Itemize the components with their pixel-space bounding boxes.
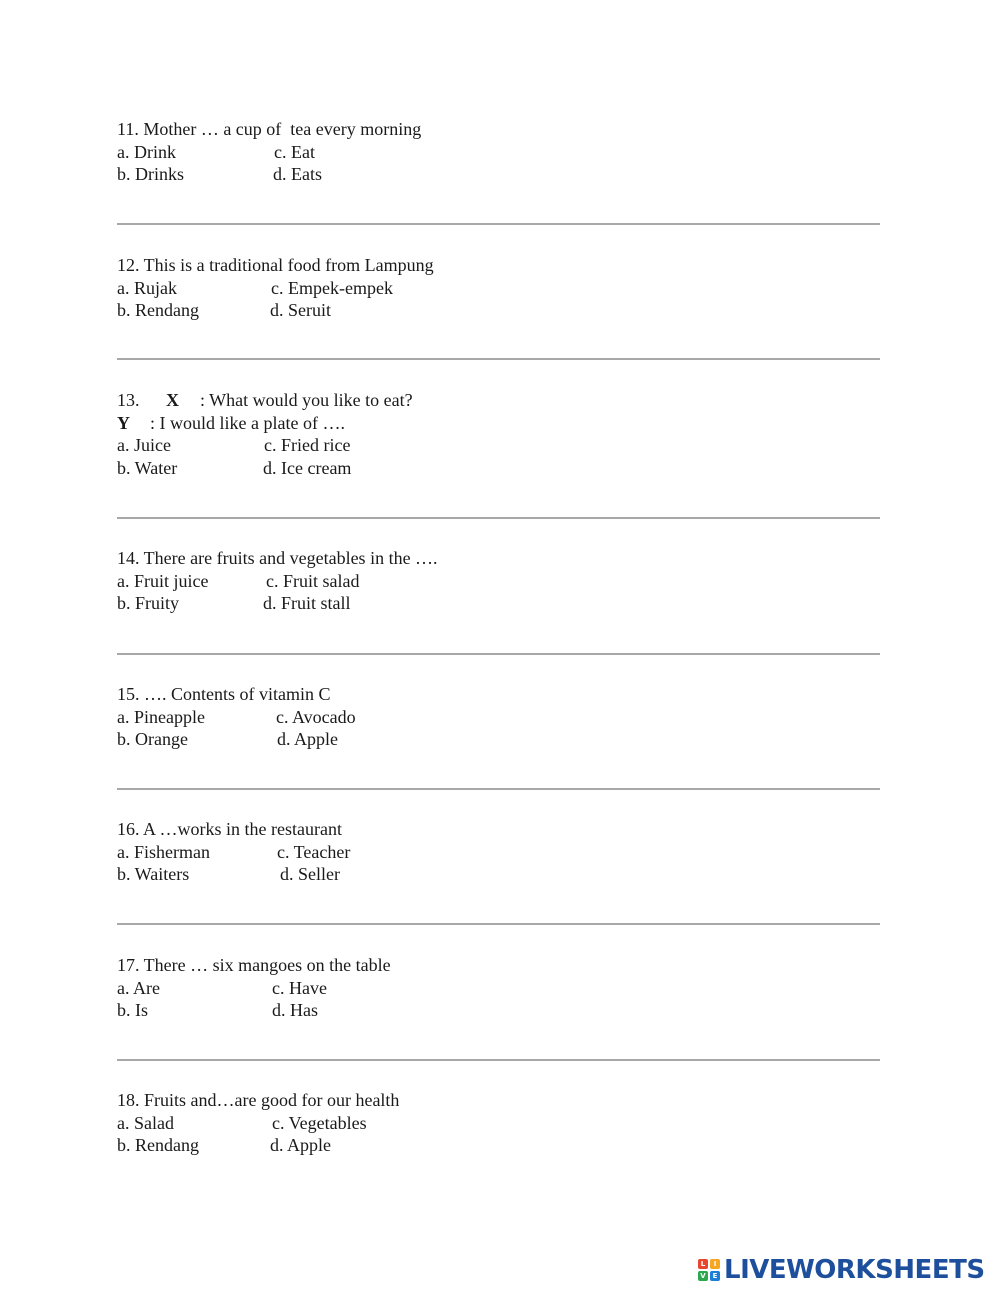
option-a: a. Drink <box>117 141 176 162</box>
option-d: d. Seller <box>280 864 340 885</box>
question-stem: 14. There are fruits and vegetables in the …. <box>117 548 438 568</box>
logo-text: LIVEWORKSHEETS <box>724 1255 985 1285</box>
option-c: c. Teacher <box>277 841 351 862</box>
divider <box>117 653 880 655</box>
option-a: a. Fisherman <box>117 841 210 862</box>
option-c: c. Vegetables <box>272 1112 367 1133</box>
question-stem: 15. …. Contents of vitamin C <box>117 684 331 704</box>
option-d: d. Has <box>272 1000 318 1021</box>
option-d: d. Eats <box>273 164 322 185</box>
dialogue-y: : I would like a plate of …. <box>150 412 345 433</box>
question-17 <box>117 954 887 1022</box>
question-stem: 16. A …works in the restaurant <box>117 819 342 839</box>
option-b: b. Water <box>117 458 178 479</box>
option-b: b. Rendang <box>117 300 199 321</box>
logo-block: I <box>710 1259 720 1269</box>
question-12 <box>117 254 887 322</box>
logo-mark <box>698 1259 720 1281</box>
divider <box>117 1059 880 1061</box>
question-18 <box>117 1089 887 1157</box>
option-c: c. Have <box>272 977 327 998</box>
option-c: c. Fruit salad <box>266 570 360 591</box>
divider <box>117 517 880 519</box>
option-b: b. Rendang <box>117 1135 199 1156</box>
option-d: d. Ice cream <box>263 458 352 479</box>
question-15 <box>117 683 887 751</box>
option-b: b. Fruity <box>117 593 180 614</box>
option-a: a. Juice <box>117 435 171 456</box>
question-stem: 11. Mother … a cup of tea every morning <box>117 119 422 139</box>
speaker-x: X <box>166 390 179 410</box>
option-d: d. Apple <box>270 1135 331 1156</box>
dialogue-x: : What would you like to eat? <box>200 390 413 410</box>
option-b: b. Orange <box>117 729 188 750</box>
divider <box>117 223 880 225</box>
option-c: c. Eat <box>274 141 315 162</box>
option-d: d. Fruit stall <box>263 593 351 614</box>
divider <box>117 358 880 360</box>
option-b: b. Drinks <box>117 164 184 185</box>
question-stem: 18. Fruits and…are good for our health <box>117 1090 400 1110</box>
logo-block: E <box>710 1271 720 1281</box>
option-a: a. Are <box>117 977 160 998</box>
question-number: 13. <box>117 390 140 410</box>
question-stem: 17. There … six mangoes on the table <box>117 955 391 975</box>
question-16 <box>117 818 887 886</box>
option-b: b. Is <box>117 1000 148 1021</box>
divider <box>117 788 880 790</box>
option-a: a. Fruit juice <box>117 570 209 591</box>
question-11 <box>117 118 887 186</box>
liveworksheets-logo <box>698 1255 985 1285</box>
question-13 <box>117 389 887 480</box>
option-a: a. Rujak <box>117 277 177 298</box>
logo-block: V <box>698 1271 708 1281</box>
option-c: c. Empek-empek <box>271 277 393 298</box>
logo-block: L <box>698 1259 708 1269</box>
option-a: a. Salad <box>117 1112 174 1133</box>
speaker-y: Y <box>117 412 130 433</box>
option-c: c. Fried rice <box>264 435 351 456</box>
option-d: d. Seruit <box>270 300 331 321</box>
question-14 <box>117 547 887 615</box>
question-stem: 12. This is a traditional food from Lampung <box>117 255 434 275</box>
option-a: a. Pineapple <box>117 706 205 727</box>
divider <box>117 923 880 925</box>
option-b: b. Waiters <box>117 864 190 885</box>
option-d: d. Apple <box>277 729 338 750</box>
option-c: c. Avocado <box>276 706 356 727</box>
